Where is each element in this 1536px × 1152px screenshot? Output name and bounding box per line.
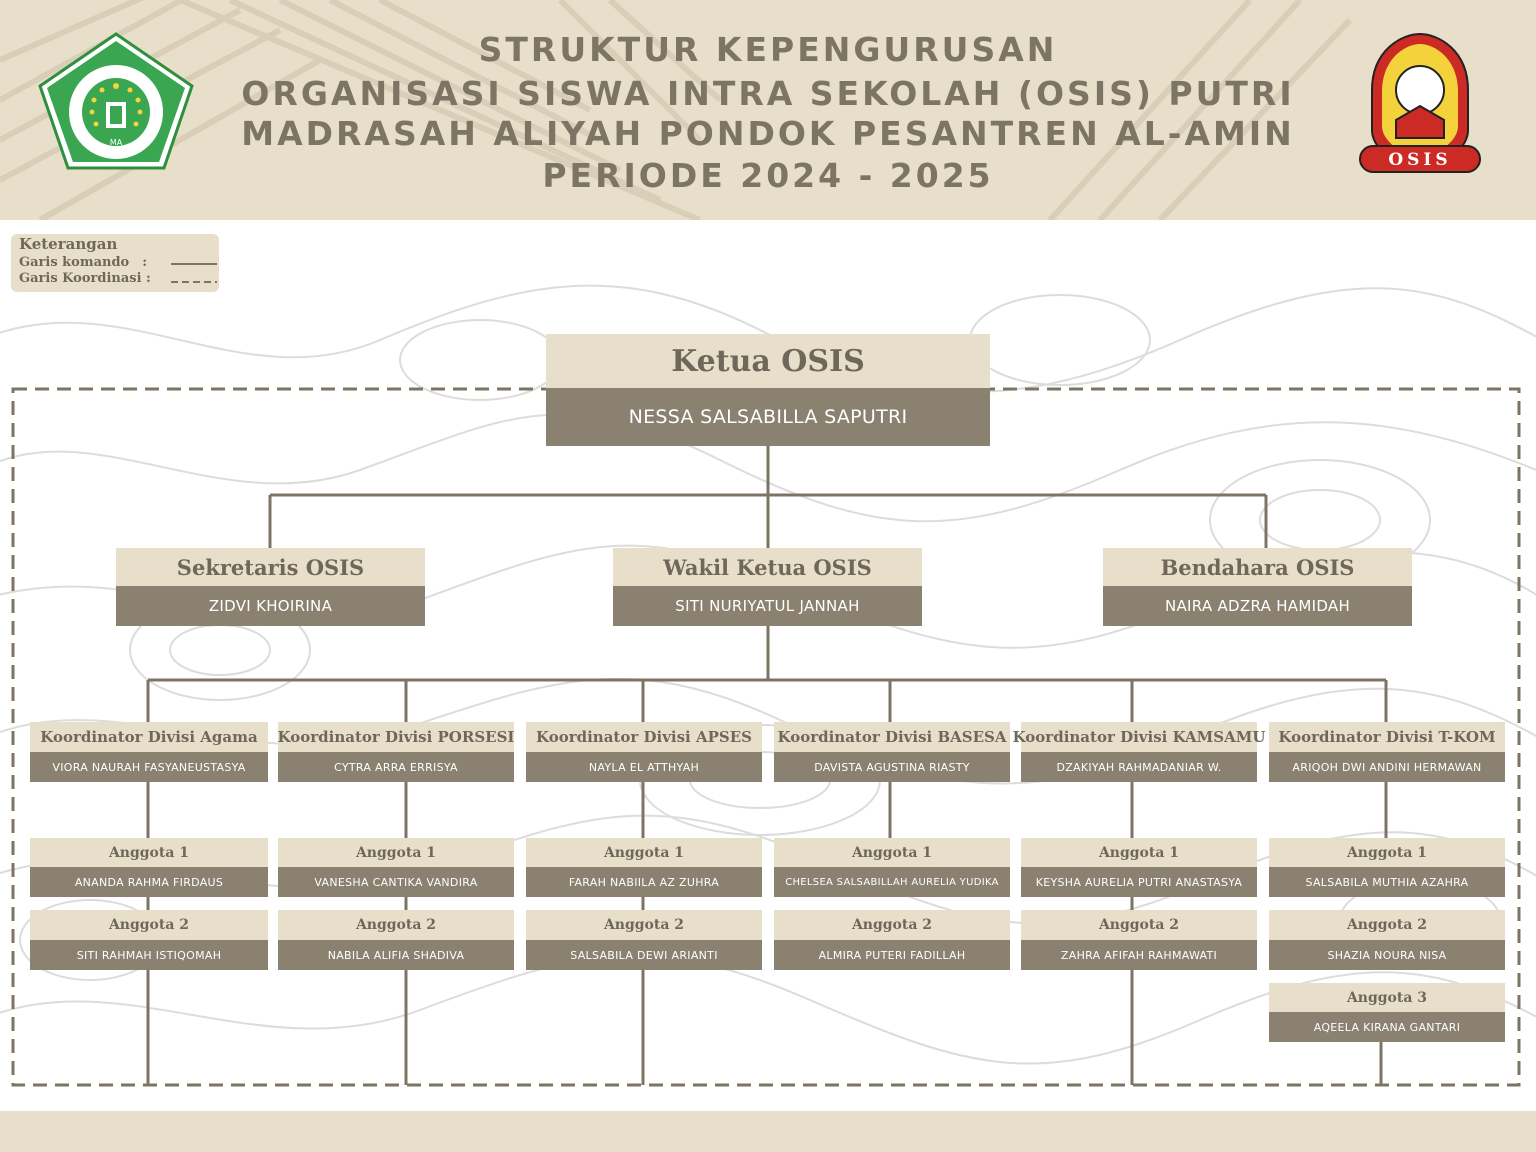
member-name: KEYSHA AURELIA PUTRI ANASTASYA	[1021, 867, 1257, 897]
division-coordinator-name: NAYLA EL ATTHYAH	[526, 752, 762, 782]
member-role: Anggota 2	[30, 910, 268, 940]
ketua-name: NESSA SALSABILLA SAPUTRI	[546, 388, 990, 446]
member-box	[774, 910, 1010, 970]
title-line-1: STRUKTUR KEPENGURUSAN	[478, 30, 1058, 69]
division-role: Koordinator Divisi T-KOM	[1269, 722, 1505, 752]
division-role: Koordinator Divisi Agama	[30, 722, 268, 752]
member-role: Anggota 1	[526, 838, 762, 867]
member-box	[526, 910, 762, 970]
member-role: Anggota 2	[1021, 910, 1257, 940]
division-coordinator-name: DZAKIYAH RAHMADANIAR W.	[1021, 752, 1257, 782]
member-name: ANANDA RAHMA FIRDAUS	[30, 867, 268, 897]
member-role: Anggota 1	[1021, 838, 1257, 867]
member-box	[1269, 910, 1505, 970]
member-role: Anggota 1	[278, 838, 514, 867]
footer-band	[0, 1111, 1536, 1152]
bendahara-box	[1103, 548, 1412, 626]
title-line-3: MADRASAH ALIYAH PONDOK PESANTREN AL-AMIN	[241, 114, 1295, 153]
division-coordinator-name: DAVISTA AGUSTINA RIASTY	[774, 752, 1010, 782]
member-box	[30, 910, 268, 970]
division-porsesi-box	[278, 722, 514, 782]
member-name: SALSABILA DEWI ARIANTI	[526, 940, 762, 970]
legend-title: Keterangan	[19, 235, 118, 253]
member-box	[1269, 838, 1505, 897]
member-name: ALMIRA PUTERI FADILLAH	[774, 940, 1010, 970]
member-role: Anggota 1	[30, 838, 268, 867]
member-name: VANESHA CANTIKA VANDIRA	[278, 867, 514, 897]
division-kamsamu-box	[1012, 722, 1266, 782]
sekretaris-box	[116, 548, 425, 626]
division-tkom-box	[1269, 722, 1505, 782]
member-name: AQEELA KIRANA GANTARI	[1269, 1012, 1505, 1042]
division-coordinator-name: CYTRA ARRA ERRISYA	[278, 752, 514, 782]
member-box	[774, 838, 1010, 897]
member-name: NABILA ALIFIA SHADIVA	[278, 940, 514, 970]
member-name: SALSABILA MUTHIA AZAHRA	[1269, 867, 1505, 897]
division-basesa-box	[774, 722, 1010, 782]
member-box	[1021, 910, 1257, 970]
title-line-4: PERIODE 2024 - 2025	[542, 156, 994, 195]
division-apses-box	[526, 722, 762, 782]
member-box	[30, 838, 268, 897]
member-name: CHELSEA SALSABILLAH AURELIA YUDIKA	[774, 867, 1010, 897]
sekretaris-name: ZIDVI KHOIRINA	[116, 586, 425, 626]
svg-text:MA: MA	[109, 138, 123, 147]
member-role: Anggota 2	[526, 910, 762, 940]
division-coordinator-name: VIORA NAURAH FASYANEUSTASYA	[30, 752, 268, 782]
wakil-role: Wakil Ketua OSIS	[613, 548, 922, 586]
member-name: FARAH NABIILA AZ ZUHRA	[526, 867, 762, 897]
ketua-box	[546, 334, 990, 446]
member-name: SHAZIA NOURA NISA	[1269, 940, 1505, 970]
legend-coordination-label: Garis Koordinasi :	[19, 271, 151, 286]
legend-line-samples	[169, 260, 217, 290]
division-role: Koordinator Divisi APSES	[526, 722, 762, 752]
legend	[11, 234, 219, 292]
title-line-2: ORGANISASI SISWA INTRA SEKOLAH (OSIS) PUTRI	[241, 74, 1295, 113]
member-box	[526, 838, 762, 897]
member-role: Anggota 2	[278, 910, 514, 940]
division-coordinator-name: ARIQOH DWI ANDINI HERMAWAN	[1269, 752, 1505, 782]
division-role: Koordinator Divisi BASESA	[774, 722, 1010, 752]
sekretaris-role: Sekretaris OSIS	[116, 548, 425, 586]
division-role: Koordinator Divisi KAMSAMU	[1021, 722, 1257, 752]
member-name: ZAHRA AFIFAH RAHMAWATI	[1021, 940, 1257, 970]
bendahara-name: NAIRA ADZRA HAMIDAH	[1103, 586, 1412, 626]
member-role: Anggota 1	[1269, 838, 1505, 867]
division-role: Koordinator Divisi PORSESI	[278, 722, 514, 752]
division-agama-box	[30, 722, 268, 782]
member-box	[278, 838, 514, 897]
member-role: Anggota 2	[1269, 910, 1505, 940]
wakil-box	[613, 548, 922, 626]
wakil-name: SITI NURIYATUL JANNAH	[613, 586, 922, 626]
member-role: Anggota 1	[774, 838, 1010, 867]
member-role: Anggota 2	[774, 910, 1010, 940]
member-box	[1021, 838, 1257, 897]
svg-text:OSIS: OSIS	[1388, 150, 1452, 170]
legend-command-label: Garis komando :	[19, 255, 148, 270]
member-name: SITI RAHMAH ISTIQOMAH	[30, 940, 268, 970]
bendahara-role: Bendahara OSIS	[1103, 548, 1412, 586]
ketua-role: Ketua OSIS	[546, 334, 990, 388]
member-role: Anggota 3	[1269, 983, 1505, 1012]
member-box	[1269, 983, 1505, 1042]
member-box	[278, 910, 514, 970]
